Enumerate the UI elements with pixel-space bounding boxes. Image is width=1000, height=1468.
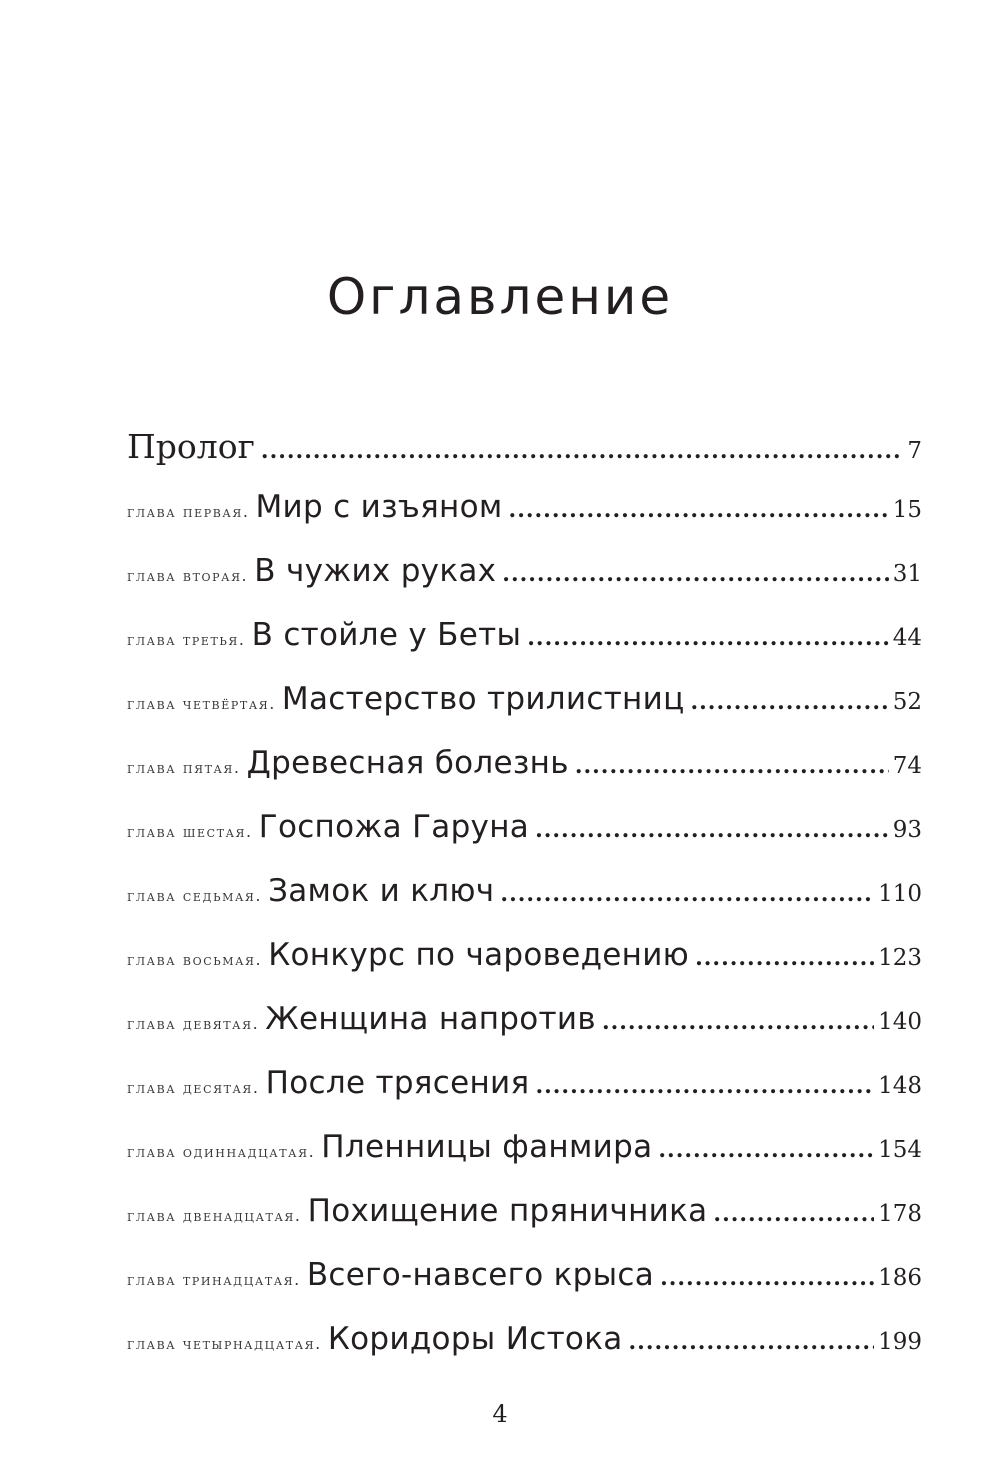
toc-entry-title: Древесная болезнь — [246, 745, 569, 781]
toc-entry-page: 110 — [878, 881, 922, 907]
toc-entry-title: Конкурс по чароведению — [268, 937, 690, 973]
dot-leader — [658, 1137, 874, 1163]
dot-leader — [261, 438, 903, 464]
toc-entry-label: глава двенадцатая. — [127, 1206, 302, 1225]
toc-entry-chapter-12[interactable] — [127, 1193, 922, 1257]
toc-entry-page: 93 — [892, 817, 922, 843]
toc-entry-label: глава первая. — [127, 502, 250, 521]
toc-entry-title: Мастерство трилистниц — [281, 681, 685, 717]
page-title: Оглавление — [326, 267, 674, 326]
toc-entry-page: 15 — [892, 497, 922, 523]
toc-entry-title: В стойле у Беты — [251, 617, 522, 653]
dot-leader — [629, 1329, 875, 1355]
toc-entry-chapter-14[interactable] — [127, 1321, 922, 1385]
toc-entry-chapter-9[interactable] — [127, 1001, 922, 1065]
toc-entry-page: 186 — [878, 1265, 922, 1291]
toc-entry-label: глава шестая. — [127, 822, 253, 841]
toc-entry-page: 199 — [878, 1329, 922, 1355]
dot-leader — [527, 625, 888, 651]
dot-leader — [690, 689, 888, 715]
dot-leader — [713, 1201, 874, 1227]
toc-entry-page: 44 — [892, 625, 922, 651]
toc-entry-title: Пленницы фанмира — [321, 1129, 653, 1165]
toc-entry-page: 140 — [878, 1009, 922, 1035]
toc-entry-label: глава тринадцатая. — [127, 1270, 301, 1289]
dot-leader — [502, 561, 888, 587]
toc-entry-title: В чужих руках — [254, 553, 497, 589]
toc-entry-chapter-1[interactable] — [127, 489, 922, 553]
toc-entry-title: Пролог — [127, 427, 255, 466]
toc-entry-label: глава вторая. — [127, 566, 249, 585]
toc-entry-label: глава десятая. — [127, 1078, 260, 1097]
toc-entry-label: глава четырнадцатая. — [127, 1334, 322, 1353]
toc-entry-page: 178 — [878, 1201, 922, 1227]
dot-leader — [535, 817, 889, 843]
toc-entry-page: 148 — [878, 1073, 922, 1099]
toc-entry-label: глава четвёртая. — [127, 694, 276, 713]
toc-entry-label: глава седьмая. — [127, 886, 263, 905]
toc-entry-title: Замок и ключ — [268, 873, 495, 909]
toc-entry-title: Женщина напротив — [265, 1001, 596, 1037]
dot-leader — [575, 753, 889, 779]
toc-entry-page: 7 — [907, 438, 922, 464]
toc-entry-page: 123 — [878, 945, 922, 971]
table-of-contents — [127, 427, 922, 1385]
toc-entry-chapter-13[interactable] — [127, 1257, 922, 1321]
toc-entry-chapter-6[interactable] — [127, 809, 922, 873]
toc-entry-title: Похищение пряничника — [307, 1193, 708, 1229]
toc-entry-chapter-11[interactable] — [127, 1129, 922, 1193]
toc-entry-label: глава пятая. — [127, 758, 241, 777]
toc-entry-prologue[interactable] — [127, 427, 922, 489]
dot-leader — [500, 881, 874, 907]
toc-entry-title: Госпожа Гаруна — [258, 809, 530, 845]
toc-entry-chapter-10[interactable] — [127, 1065, 922, 1129]
toc-entry-chapter-2[interactable] — [127, 553, 922, 617]
dot-leader — [509, 497, 889, 523]
toc-entry-page: 154 — [878, 1137, 922, 1163]
toc-entry-title: Мир с изъяном — [255, 489, 503, 525]
page-number: 4 — [492, 1400, 508, 1428]
toc-entry-chapter-7[interactable] — [127, 873, 922, 937]
toc-entry-label: глава девятая. — [127, 1014, 260, 1033]
toc-entry-title: Всего-навсего крыса — [306, 1257, 655, 1293]
toc-entry-label: глава третья. — [127, 630, 246, 649]
toc-entry-label: глава восьмая. — [127, 950, 263, 969]
dot-leader — [695, 945, 874, 971]
toc-entry-chapter-8[interactable] — [127, 937, 922, 1001]
toc-entry-page: 52 — [892, 689, 922, 715]
toc-entry-label: глава одиннадцатая. — [127, 1142, 316, 1161]
toc-entry-title: После трясения — [265, 1065, 530, 1101]
toc-entry-chapter-3[interactable] — [127, 617, 922, 681]
toc-entry-page: 31 — [892, 561, 922, 587]
dot-leader — [535, 1073, 874, 1099]
toc-entry-chapter-4[interactable] — [127, 681, 922, 745]
dot-leader — [660, 1265, 874, 1291]
toc-entry-title: Коридоры Истока — [327, 1321, 623, 1357]
toc-entry-page: 74 — [892, 753, 922, 779]
dot-leader — [602, 1009, 874, 1035]
toc-entry-chapter-5[interactable] — [127, 745, 922, 809]
